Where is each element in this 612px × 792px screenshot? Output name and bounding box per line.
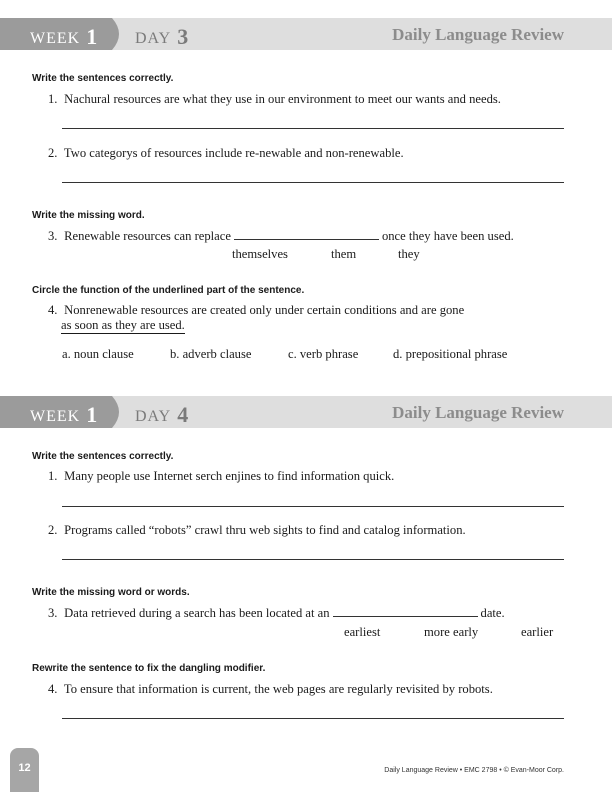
- week-label: WEEK 1: [30, 402, 98, 427]
- day-number: 4: [177, 402, 189, 427]
- question-1: 1. Many people use Internet serch enjines to find information quick.: [48, 469, 395, 483]
- choice-option[interactable]: d. prepositional phrase: [393, 347, 508, 361]
- instruction: Rewrite the sentence to fix the dangling modifier.: [32, 663, 266, 674]
- instruction: Write the missing word or words.: [32, 587, 190, 598]
- answer-line[interactable]: [62, 718, 564, 719]
- instruction: Write the sentences correctly.: [32, 73, 174, 84]
- day-label: DAY 4: [135, 402, 189, 427]
- section-title: Daily Language Review: [392, 403, 564, 422]
- day-number: 3: [177, 24, 189, 49]
- instruction: Circle the function of the underlined part of the sentence.: [32, 285, 305, 296]
- week-number: 1: [86, 24, 98, 49]
- instruction: Write the missing word.: [32, 210, 145, 221]
- question-1: 1. Nachural resources are what they use in our environment to meet our wants and needs.: [48, 92, 501, 106]
- day-3-header: [0, 18, 612, 50]
- answer-line[interactable]: [62, 128, 564, 129]
- question-4: 4. To ensure that information is current, the web pages are regularly revisited by robots.: [48, 682, 493, 696]
- instruction: Write the sentences correctly.: [32, 451, 174, 462]
- underlined-phrase: as soon as they are used.: [61, 318, 185, 332]
- question-2: 2. Programs called “robots” crawl thru web sights to find and catalog information.: [48, 523, 466, 537]
- day-4-header: [0, 396, 612, 428]
- choice-option[interactable]: a. noun clause: [62, 347, 134, 361]
- choice-word[interactable]: more early: [424, 625, 479, 639]
- fill-blank[interactable]: [333, 606, 478, 617]
- question-2: 2. Two categorys of resources include re-newable and non-renewable.: [48, 146, 404, 160]
- choice-word[interactable]: they: [398, 247, 420, 261]
- choice-option[interactable]: b. adverb clause: [170, 347, 252, 361]
- section-title: Daily Language Review: [392, 25, 564, 44]
- answer-line[interactable]: [62, 559, 564, 560]
- choice-word[interactable]: themselves: [232, 247, 288, 261]
- question-3: 3. Renewable resources can replace once they have been used.: [48, 229, 514, 243]
- page-number: 12: [18, 762, 31, 774]
- week-number: 1: [86, 402, 98, 427]
- day-label: DAY 3: [135, 24, 189, 49]
- question-3: 3. Data retrieved during a search has been located at an date.: [48, 606, 505, 620]
- answer-line[interactable]: [62, 182, 564, 183]
- week-label: WEEK 1: [30, 24, 98, 49]
- choice-word[interactable]: earliest: [344, 625, 381, 639]
- choice-word[interactable]: earlier: [521, 625, 554, 639]
- choice-option[interactable]: c. verb phrase: [288, 347, 359, 361]
- choice-word[interactable]: them: [331, 247, 357, 261]
- question-4: 4. Nonrenewable resources are created only under certain conditions and are gone: [48, 303, 465, 317]
- fill-blank[interactable]: [234, 229, 379, 240]
- footer-credit: Daily Language Review • EMC 2798 • © Evan-Moor Corp.: [384, 767, 564, 774]
- answer-line[interactable]: [62, 506, 564, 507]
